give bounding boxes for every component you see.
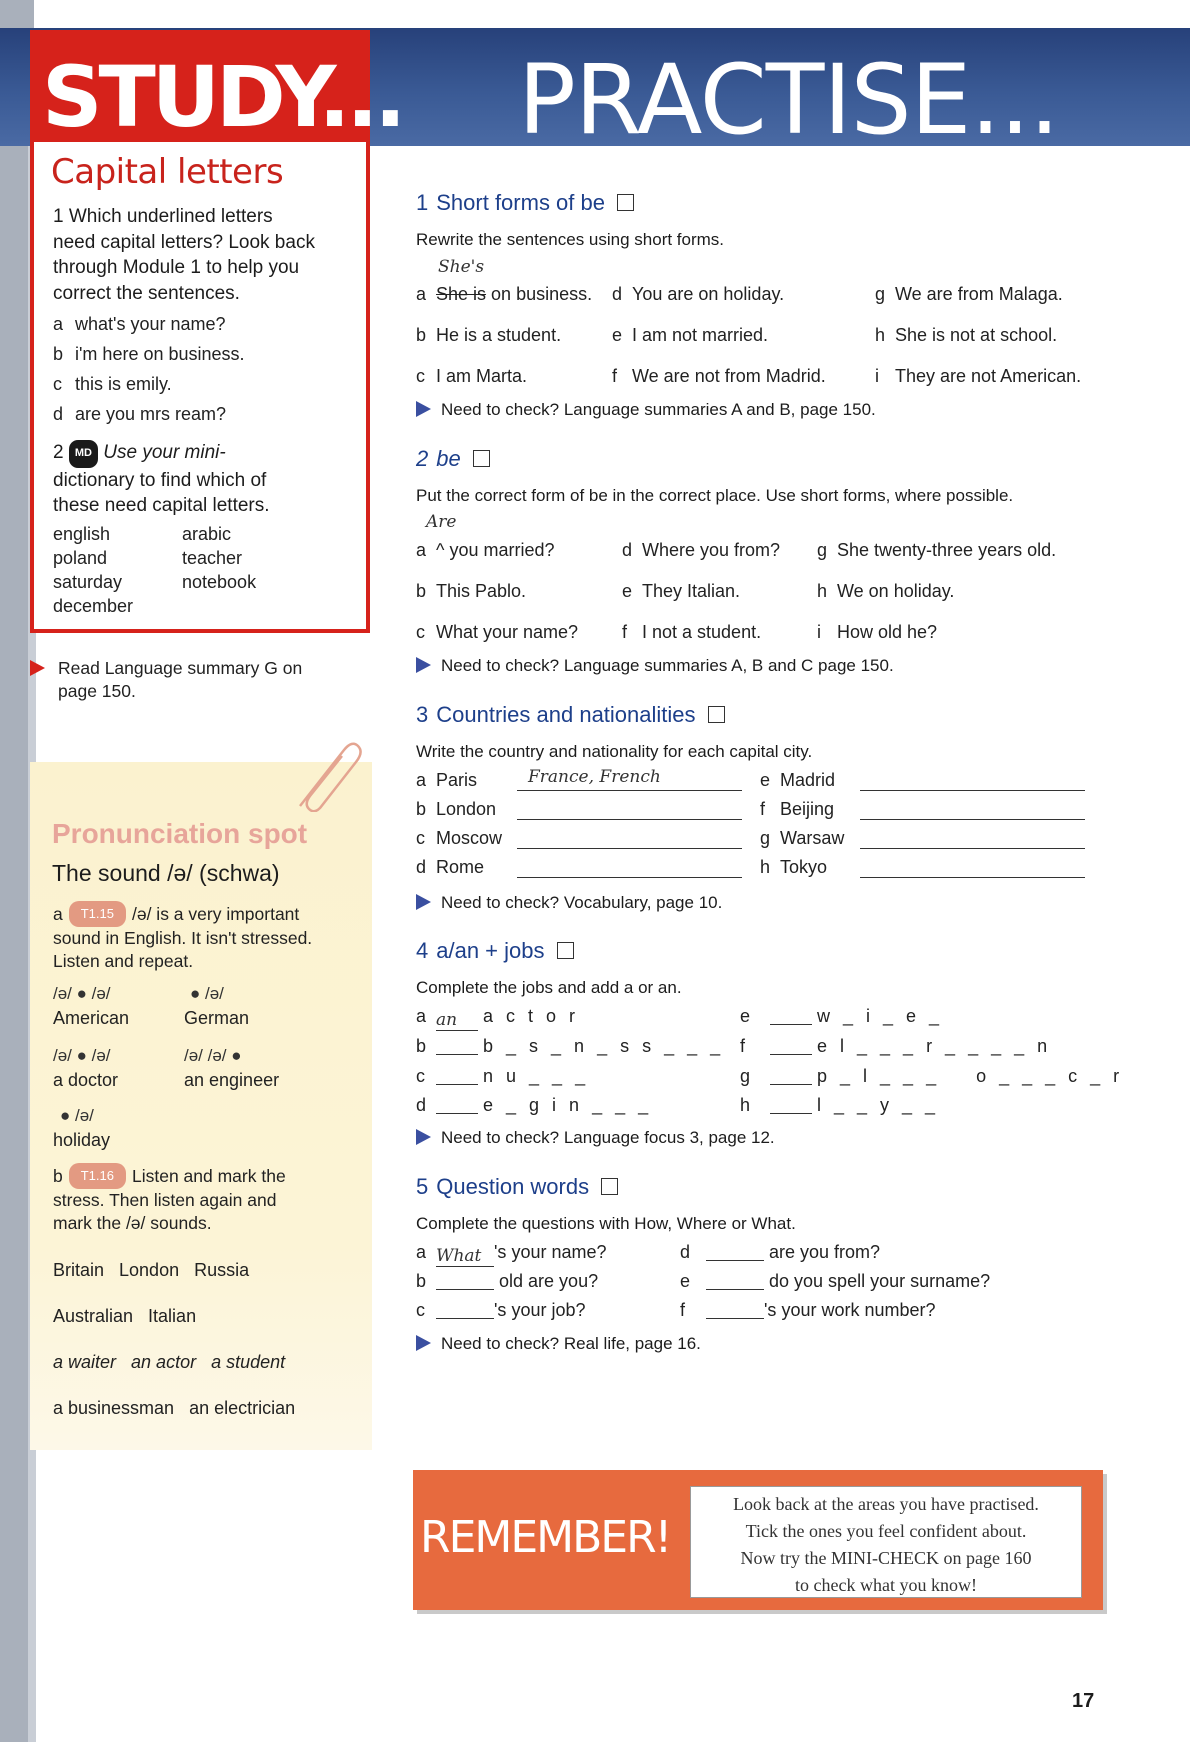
s1-item-b: b He is a student. [416, 325, 562, 345]
answer-line[interactable] [860, 819, 1085, 820]
stress-an-engineer: /ə/ /ə/ ● [184, 1046, 242, 1065]
word-german: German [184, 1008, 250, 1028]
tick-box[interactable] [617, 194, 634, 211]
s3-item-b: b London [416, 799, 497, 819]
answer-line[interactable] [517, 790, 742, 791]
s1-item-g: g We are from Malaga. [875, 284, 1063, 304]
s1-item-d: d You are on holiday. [612, 284, 785, 304]
s4-item-e: e w _ i _ e _ [740, 1006, 944, 1026]
s1-item-i: i They are not American. [875, 366, 1082, 386]
answer-line[interactable] [860, 790, 1085, 791]
s3-item-d: d Rome [416, 857, 485, 877]
s1-item-a: a She is on business. [416, 284, 593, 304]
word-row: a waiter an actor a student [53, 1352, 286, 1372]
section-2-instruction: Put the correct form of be in the correct place. Use short forms, where possible. [416, 486, 1014, 505]
study-title: STUDY... [42, 48, 403, 146]
study-item-a: a what's your name? [53, 314, 226, 334]
answer-blank[interactable] [770, 1054, 812, 1055]
section-3-heading: 3 Countries and nationalities [416, 702, 725, 728]
stress-german: ● /ə/ [190, 984, 224, 1003]
s4-item-h: h l _ _ y _ _ [740, 1095, 940, 1115]
s5-item-a: a What 's your name? [416, 1242, 607, 1266]
answer-blank[interactable] [706, 1260, 764, 1261]
word-row: a businessman an electrician [53, 1398, 296, 1418]
section-4-check: Need to check? Language focus 3, page 12. [416, 1128, 775, 1148]
word-holiday: holiday [53, 1130, 111, 1150]
s5-item-d: d are you from? [680, 1242, 881, 1262]
word-row: Australian Italian [53, 1306, 197, 1326]
answer-line[interactable] [517, 848, 742, 849]
audio-track-badge: T1.16 [69, 1163, 126, 1189]
word-english: english [53, 524, 111, 544]
s4-item-f: f e l _ _ _ r _ _ _ _ n [740, 1036, 1052, 1056]
arrow-icon [416, 1335, 431, 1351]
tick-box[interactable] [473, 450, 490, 467]
capital-letters-heading: Capital letters [51, 152, 284, 192]
study-ex1-instruction: 1 Which underlined letters need capital letters? Look back through Module 1 to help you correct the sentences. [53, 206, 315, 304]
s1-item-f: f We are not from Madrid. [612, 366, 826, 386]
paperclip-icon [286, 736, 364, 812]
s1-item-c: c I am Marta. [416, 366, 528, 386]
word-poland: poland [53, 548, 108, 568]
mini-dictionary-badge: MD [69, 440, 98, 468]
tick-box[interactable] [601, 1178, 618, 1195]
tick-box[interactable] [557, 942, 574, 959]
study-ex2-instruction: 2 MD Use your mini- dictionary to find which of these need capital letters. [53, 442, 270, 516]
section-1-check: Need to check? Language summaries A and B, page 150. [416, 400, 876, 420]
answer-blank[interactable] [436, 1289, 494, 1290]
arrow-icon [416, 894, 431, 910]
word-a-doctor: a doctor [53, 1070, 119, 1090]
word-american: American [53, 1008, 130, 1028]
section-3-instruction: Write the country and nationality for each capital city. [416, 742, 813, 761]
word-teacher: teacher [182, 548, 243, 568]
s5-item-f: f 's your work number? [680, 1300, 936, 1320]
s4-item-a: a an a c t o r [416, 1006, 580, 1030]
remember-note: Look back at the areas you have practised. Tick the ones you feel confident about. Now try the MINI-CHECK on page 160 to check what you know! [690, 1486, 1082, 1598]
example-answer: Are [426, 512, 457, 532]
study-item-b: b i'm here on business. [53, 344, 245, 364]
pron-part-a: a T1.15 /ə/ is a very important sound in English. It isn't stressed. Listen and repeat. [53, 901, 312, 974]
audio-track-badge: T1.15 [69, 901, 126, 927]
stress-american: /ə/ ● /ə/ [53, 984, 111, 1003]
s2-item-d: d Where you from? [622, 540, 781, 560]
study-item-d: d are you mrs ream? [53, 404, 227, 424]
section-2-check: Need to check? Language summaries A, B and C page 150. [416, 656, 894, 676]
s3-item-a: a Paris [416, 770, 478, 790]
s2-item-e: e They Italian. [622, 581, 741, 601]
arrow-icon [416, 657, 431, 673]
read-language-summary: Read Language summary G on page 150. [30, 657, 340, 703]
word-saturday: saturday [53, 572, 123, 592]
s2-item-c: c What your name? [416, 622, 579, 642]
s2-item-g: g She twenty-three years old. [817, 540, 1057, 560]
section-5-check: Need to check? Real life, page 16. [416, 1334, 701, 1354]
s4-item-b: b b _ s _ n _ s s _ _ _ [416, 1036, 725, 1056]
practise-title: PRACTISE... [518, 44, 1059, 156]
example-answer: She's [438, 257, 485, 277]
answer-line[interactable] [860, 848, 1085, 849]
study-item-c: c this is emily. [53, 374, 172, 394]
s4-item-c: c n u _ _ _ [416, 1066, 590, 1086]
answer-blank[interactable] [770, 1024, 812, 1025]
stress-holiday: ● /ə/ [60, 1106, 94, 1125]
answer-line[interactable] [860, 877, 1085, 878]
s1-item-h: h She is not at school. [875, 325, 1058, 345]
page-number: 17 [1072, 1690, 1095, 1712]
s4-item-d: d e _ g i n _ _ _ [416, 1095, 653, 1115]
s5-item-c: c 's your job? [416, 1300, 586, 1320]
stress-a-doctor: /ə/ ● /ə/ [53, 1046, 111, 1065]
word-an-engineer: an engineer [184, 1070, 280, 1090]
word-december: december [53, 596, 134, 616]
section-1-instruction: Rewrite the sentences using short forms. [416, 230, 725, 249]
s3-item-e: e Madrid [760, 770, 836, 790]
s1-item-e: e I am not married. [612, 325, 769, 345]
s2-item-a: a ^ you married? [416, 540, 555, 560]
section-5-instruction: Complete the questions with How, Where or What. [416, 1214, 796, 1233]
s2-item-h: h We on holiday. [817, 581, 955, 601]
arrow-icon [416, 401, 431, 417]
answer-blank[interactable] [770, 1084, 812, 1085]
word-row: Britain London Russia [53, 1260, 250, 1280]
s4-item-g: g p _ l _ _ _ o _ _ _ c _ r [740, 1066, 1124, 1086]
s5-item-b: b old are you? [416, 1271, 599, 1291]
tick-box[interactable] [708, 706, 725, 723]
s3-item-g: g Warsaw [760, 828, 845, 848]
s3-item-h: h Tokyo [760, 857, 828, 877]
s3-item-c: c Moscow [416, 828, 503, 848]
section-4-heading: 4 a/an + jobs [416, 938, 574, 964]
answer-blank[interactable] [436, 1054, 478, 1055]
answer-blank[interactable] [436, 1084, 478, 1085]
answer-blank[interactable] [706, 1318, 764, 1319]
section-2-heading: 2 be [416, 446, 490, 472]
s3-item-f: f Beijing [760, 799, 835, 819]
remember-title: REMEMBER! [420, 1512, 671, 1563]
word-notebook: notebook [182, 572, 257, 592]
s5-item-e: e do you spell your surname? [680, 1271, 991, 1291]
answer-blank[interactable] [436, 1113, 478, 1114]
section-4-instruction: Complete the jobs and add a or an. [416, 978, 682, 997]
s2-item-i: i How old he? [817, 622, 938, 642]
arrow-icon [30, 660, 45, 676]
answer-blank[interactable] [706, 1289, 764, 1290]
answer-line[interactable] [517, 877, 742, 878]
answer-blank[interactable] [770, 1113, 812, 1114]
answer-blank[interactable] [436, 1318, 494, 1319]
pronunciation-heading: Pronunciation spot [52, 818, 308, 849]
pron-part-b: b T1.16 Listen and mark the stress. Then listen again and mark the /ə/ sounds. [53, 1163, 286, 1236]
section-3-check: Need to check? Vocabulary, page 10. [416, 893, 722, 913]
answer-line[interactable] [517, 819, 742, 820]
arrow-icon [416, 1129, 431, 1145]
word-arabic: arabic [182, 524, 232, 544]
s2-item-b: b This Pablo. [416, 581, 527, 601]
example-answer: France, French [528, 767, 661, 787]
section-5-heading: 5 Question words [416, 1174, 618, 1200]
schwa-subheading: The sound /ə/ (schwa) [52, 860, 280, 886]
section-1-heading: 1 Short forms of be [416, 190, 634, 216]
s2-item-f: f I not a student. [622, 622, 762, 642]
